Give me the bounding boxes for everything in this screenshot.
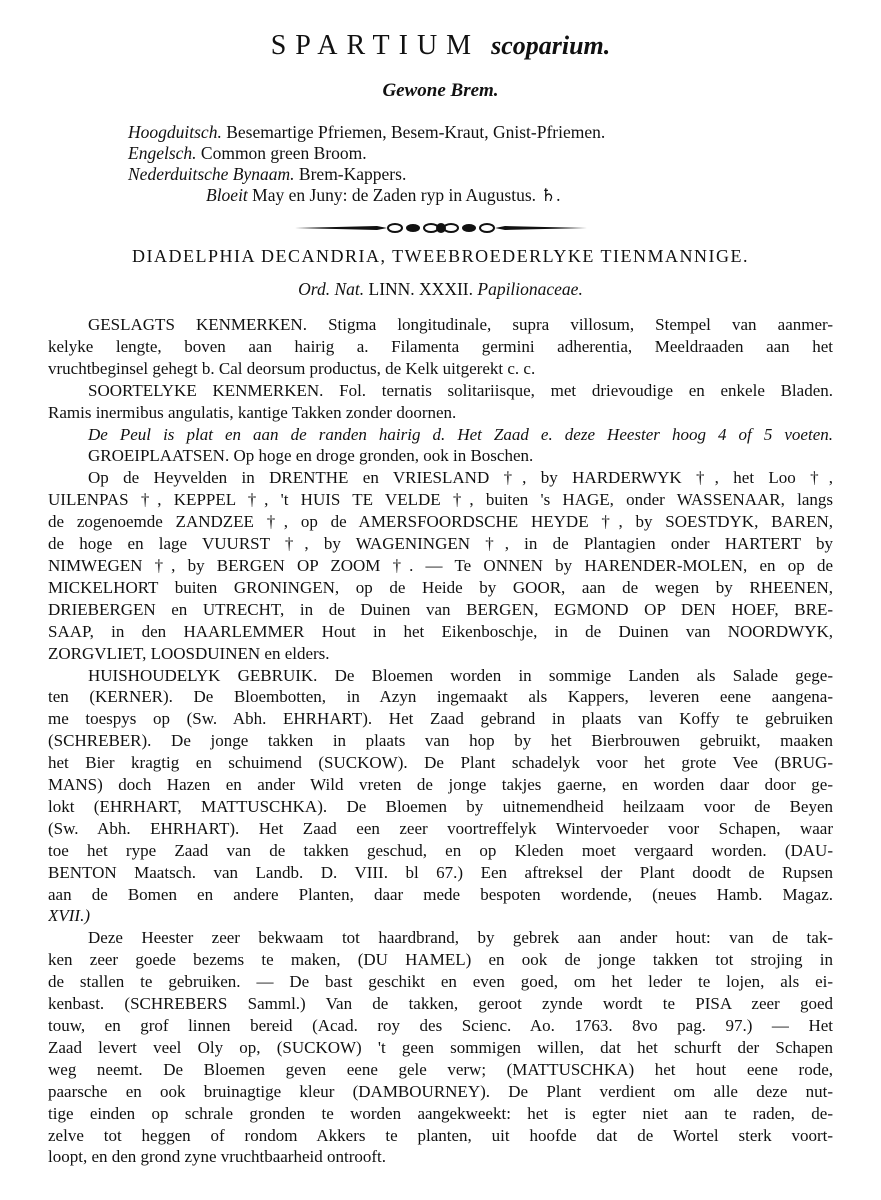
text-line: me toespys op (Sw. Abh. EHRHART). Het Zaad gebrand in plaats van Koffy te gebruiken — [48, 709, 833, 729]
name-english: Engelsch. Common green Broom. — [128, 143, 367, 163]
name-dutch: Nederduitsche Bynaam. Brem-Kappers. — [128, 164, 407, 184]
text-line: SOORTELYKE KENMERKEN. Fol. ternatis solitariisque, met drievoudige en enkele Bladen. — [88, 380, 833, 400]
text-line: MANS) doch Hazen en ander Wild vreten de jonge takjes gaerne, en worden daar door ge- — [48, 775, 833, 795]
text-line: touw, en grof linnen bereid (Acad. roy des Scienc. Ao. 1763. 8vo pag. 97.) — Het — [48, 1016, 833, 1035]
text-line: Op de Heyvelden in DRENTHE en VRIESLAND †, by HARDERWYK †, het Loo †, — [88, 468, 833, 488]
species-name: scoparium. — [491, 31, 611, 60]
name-german: Hoogduitsch. Besemartige Pfriemen, Besem-Kraut, Gnist-Pfriemen. — [128, 122, 606, 142]
text-line: (SCHREBER). De jonge takken in plaats van hop by het Bierbrouwen gebruikt, maaken — [48, 731, 833, 751]
text-line: het Bier kragtig en schuimend (SUCKOW). De Plant schadelyk voor het grote Vee (BRUG- — [48, 753, 833, 773]
text-line: aan de Bomen en andere Planten, daar mede bespoten wordende, (neues Hamb. Magaz. — [48, 884, 833, 904]
flowering-time: Bloeit May en Juny: de Zaden ryp in Augustus. ♄. — [206, 185, 561, 205]
text-line: vruchtbeginsel gehegt b. Cal deorsum productus, de Kelk uitgerekt c. c. — [48, 358, 536, 378]
text-line: ten (KERNER). De Bloembotten, in Azyn ingemaakt als Kappers, leveren eene aangena- — [48, 687, 833, 707]
text-line: HUISHOUDELYK GEBRUIK. De Bloemen worden in sommige Landen als Salade gege- — [88, 665, 833, 685]
text-line: de hoge en lage VUURST †, by WAGENINGEN †, in de Plantagien onder HARTERT by — [48, 534, 833, 554]
text-line: zelve tot heggen of rondom Akkers te planten, uit hoofde dat de Wortel sterk voort- — [48, 1125, 833, 1145]
text-line: ken zeer goede bezems te maken, (DU HAMEL) en ook de jonge takken tot strojing in — [48, 950, 833, 970]
vernacular-names — [128, 122, 833, 206]
text-line: MICKELHORT buiten GRONINGEN, op de Heide by GOOR, aan de wegen by RHEENEN, — [48, 577, 833, 597]
text-line: weg neemt. De Bloemen geven eene gele verw; (MATTUSCHKA) het hout eene rode, — [48, 1059, 833, 1079]
text-line: paarsche en ook bruinagtige kleur (DAMBOURNEY). De Plant verdient om alle deze nut- — [48, 1081, 833, 1101]
natural-order: Ord. Nat. LINN. XXXII. Papilionaceae. — [298, 279, 583, 299]
page-title — [48, 28, 833, 64]
text-line: SAAP, in den HAARLEMMER Hout in het Eikenboschje, in de Duinen van NOORDWYK, — [48, 621, 833, 641]
text-line: loopt, en den grond zyne vruchtbaarheid ontrooft. — [48, 1147, 387, 1167]
text-line: ZORGVLIET, LOOSDUINEN en elders. — [48, 643, 330, 663]
text-line: kenbast. (SCHREBERS Samml.) Van de takken, geroot zynde wordt te PISA zeer goed — [48, 994, 833, 1014]
text-line: DRIEBERGEN en UTRECHT, in de Duinen van BERGEN, EGMOND OP DEN HOEF, BRE- — [48, 599, 833, 619]
text-line: GROEIPLAATSEN. Op hoge en droge gronden, ook in Boschen. — [88, 446, 534, 466]
text-line: BENTON Maatsch. van Landb. D. VIII. bl 67.) Een aftreksel der Plant doodt de Rupsen — [48, 862, 833, 882]
text-line: UILENPAS †, KEPPEL †, 't HUIS TE VELDE †, buiten 's HAGE, onder WASSENAAR, langs — [48, 490, 833, 510]
ornament-divider-icon — [291, 220, 591, 236]
classification-heading: DIADELPHIA DECANDRIA, TWEEBROEDERLYKE TIENMANNIGE. — [132, 246, 749, 266]
text-line: XVII.) — [48, 906, 91, 926]
text-line: de zogenoemde ZANDZEE †, op de AMERSFOORDSCHE HEYDE †, by SOESTDYK, BAREN, — [48, 512, 833, 532]
text-line: De Peul is plat en aan de randen hairig d. Het Zaad e. deze Heester hoog 4 of 5 voeten. — [88, 424, 833, 444]
genus-name: SPARTIUM — [270, 30, 481, 61]
text-line: kelyke lengte, boven aan hairig a. Filamenta germini adherentia, Meeldraaden aan het — [48, 336, 833, 356]
text-line: NIMWEGEN †, by BERGEN OP ZOOM †. — Te ONNEN by HARENDER-MOLEN, en op de — [48, 555, 833, 575]
text-line: lokt (EHRHART, MATTUSCHKA). De Bloemen by uitnemendheid heilzaam voor de Beyen — [48, 796, 833, 816]
text-line: toe het rype Zaad van de takken geschud, en op Kleden moet vergaard worden. (DAU- — [48, 840, 833, 860]
text-line: GESLAGTS KENMERKEN. Stigma longitudinale, supra villosum, Stempel van aanmer- — [88, 315, 833, 334]
body-text — [48, 314, 833, 1168]
text-line: Ramis inermibus angulatis, kantige Takken zonder doornen. — [48, 402, 457, 422]
text-line: Deze Heester zeer bekwaam tot haardbrand, by gebrek aan ander hout: van de tak- — [88, 928, 833, 948]
common-name: Gewone Brem. — [382, 80, 499, 101]
text-line: (Sw. Abh. EHRHART). Het Zaad een zeer voortreffelyk Wintervoeder voor Schapen, waar — [48, 818, 833, 838]
text-line: de stallen te gebruiken. — De bast geschikt en even goed, om het leder te lojen, als ei- — [48, 972, 833, 992]
text-line: tige einden op schrale gronden te worden aangekweekt: het is egter niet aan te raden, de- — [48, 1103, 833, 1123]
text-line: Zaad levert veel Oly op, (SUCKOW) 't geen sommigen willen, dat het schurft der Schapen — [48, 1037, 833, 1057]
